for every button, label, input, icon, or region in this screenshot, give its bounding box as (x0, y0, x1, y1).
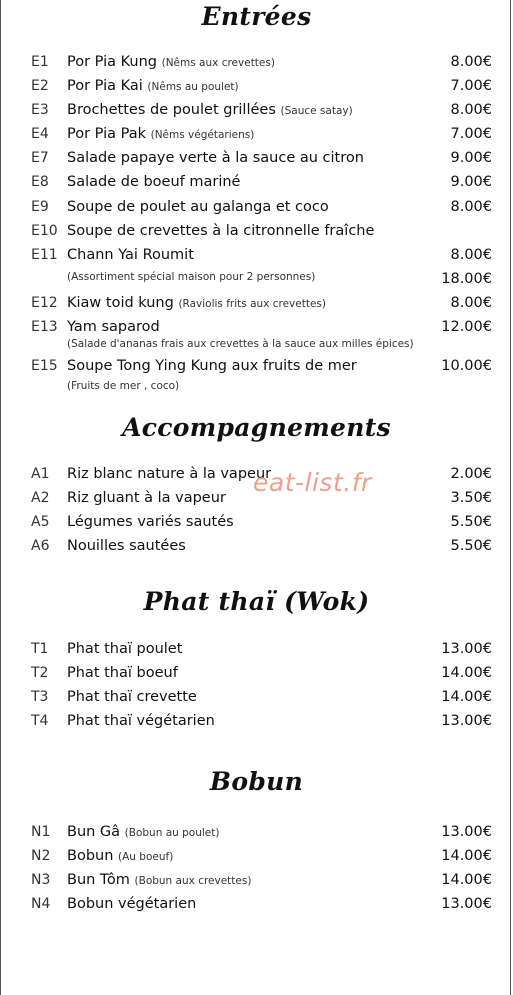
item-code: E2 (31, 78, 49, 94)
item-code: E1 (31, 54, 49, 70)
menu-item-t2 (0, 661, 513, 685)
item-code: T1 (31, 641, 49, 657)
item-code: T3 (31, 689, 49, 705)
item-price: 9.00€ (450, 174, 492, 190)
item-price: 7.00€ (450, 126, 492, 142)
menu-item-e12 (0, 291, 513, 315)
item-note: (Salade d'ananas frais aux crevettes à la sauce aux milles épices) (67, 338, 414, 350)
item-name: Kiaw toid kung (67, 295, 174, 311)
item-price: 14.00€ (441, 848, 492, 864)
item-code: E9 (31, 199, 49, 215)
menu-item-e2 (0, 74, 513, 98)
item-code: E13 (31, 319, 58, 335)
menu-item-e4 (0, 122, 513, 146)
item-name: Brochettes de poulet grillées (67, 102, 276, 118)
item-note: (Au boeuf) (118, 851, 174, 863)
item-code: E12 (31, 295, 58, 311)
item-name: Bun Gâ (67, 824, 121, 840)
item-price: 14.00€ (441, 872, 492, 888)
item-name: Bobun (67, 848, 114, 864)
watermark: eat-list.fr (253, 468, 372, 497)
menu-item-e11-variant (0, 267, 513, 291)
item-code: E4 (31, 126, 49, 142)
item-price: 8.00€ (450, 295, 492, 311)
item-code: E15 (31, 358, 58, 374)
item-price: 13.00€ (441, 824, 492, 840)
item-code: A1 (31, 466, 50, 482)
item-name: Soupe de poulet au galanga et coco (67, 199, 329, 215)
item-price: 13.00€ (441, 896, 492, 912)
item-price: 8.00€ (450, 54, 492, 70)
item-code: A6 (31, 538, 50, 554)
item-price: 2.00€ (450, 466, 492, 482)
item-price: 14.00€ (441, 689, 492, 705)
item-price: 5.50€ (450, 514, 492, 530)
section-title-bobun: Bobun (209, 767, 304, 796)
item-code: T4 (31, 713, 49, 729)
section-title-accompagnements: Accompagnements (122, 413, 391, 442)
menu-item-n3 (0, 868, 513, 892)
menu-item-e1 (0, 50, 513, 74)
menu-item-a6 (0, 534, 513, 558)
item-name: Phat thaï poulet (67, 641, 183, 657)
item-code: N4 (31, 896, 51, 912)
menu-item-n1 (0, 820, 513, 844)
item-code: E7 (31, 150, 49, 166)
item-price: 8.00€ (450, 247, 492, 263)
item-code: A5 (31, 514, 50, 530)
item-price: 10.00€ (441, 358, 492, 374)
item-name: Phat thaï boeuf (67, 665, 178, 681)
item-name: Por Pia Kai (67, 78, 143, 94)
item-name: Chann Yai Roumit (67, 247, 194, 263)
item-code: T2 (31, 665, 49, 681)
menu-item-e3 (0, 98, 513, 122)
item-note: (Bobun aux crevettes) (134, 875, 252, 887)
item-code: E10 (31, 223, 58, 239)
item-name: Soupe de crevettes à la citronnelle fraîche (67, 223, 375, 239)
item-code: N2 (31, 848, 51, 864)
item-name: Bobun végétarien (67, 896, 197, 912)
item-price: 3.50€ (450, 490, 492, 506)
item-note: (Nêms végétariens) (150, 129, 255, 141)
section-title-phat-thai: Phat thaï (Wok) (143, 587, 370, 616)
item-code: E3 (31, 102, 49, 118)
item-price: 14.00€ (441, 665, 492, 681)
menu-item-e9 (0, 195, 513, 219)
item-name: Phat thaï végétarien (67, 713, 215, 729)
item-price: 8.00€ (450, 102, 492, 118)
menu-item-e10 (0, 219, 513, 243)
item-name: Phat thaï crevette (67, 689, 197, 705)
menu-item-a5 (0, 510, 513, 534)
item-name: Riz gluant à la vapeur (67, 490, 226, 506)
item-name: Por Pia Pak (67, 126, 146, 142)
item-code: E8 (31, 174, 49, 190)
item-name: Salade de boeuf mariné (67, 174, 241, 190)
item-price: 18.00€ (441, 271, 492, 287)
item-name: Salade papaye verte à la sauce au citron (67, 150, 364, 166)
menu-item-e7 (0, 146, 513, 170)
item-name: Nouilles sautées (67, 538, 186, 554)
item-price: 8.00€ (450, 199, 492, 215)
item-note: (Nêms aux crevettes) (161, 57, 275, 69)
item-note: (Assortiment spécial maison pour 2 personnes) (67, 271, 316, 283)
item-note: (Fruits de mer , coco) (67, 380, 180, 392)
menu-item-t1 (0, 637, 513, 661)
menu-item-t3 (0, 685, 513, 709)
item-name: Por Pia Kung (67, 54, 157, 70)
item-name: Riz blanc nature à la vapeur (67, 466, 272, 482)
item-name: Bun Tôm (67, 872, 130, 888)
item-note: (Raviolis frits aux crevettes) (178, 298, 326, 310)
item-name: Légumes variés sautés (67, 514, 234, 530)
item-code: E11 (31, 247, 58, 263)
item-note: (Sauce satay) (280, 105, 353, 117)
item-price: 9.00€ (450, 150, 492, 166)
item-code: A2 (31, 490, 50, 506)
item-name: Yam saparod (67, 319, 160, 335)
item-price: 13.00€ (441, 713, 492, 729)
item-code: N3 (31, 872, 51, 888)
menu-item-e8 (0, 170, 513, 194)
menu-item-t4 (0, 709, 513, 733)
menu-item-e15-note (0, 378, 513, 402)
item-price: 7.00€ (450, 78, 492, 94)
item-price: 12.00€ (441, 319, 492, 335)
item-note: (Nêms au poulet) (147, 81, 239, 93)
item-code: N1 (31, 824, 51, 840)
menu-item-e11 (0, 243, 513, 267)
item-name: Soupe Tong Ying Kung aux fruits de mer (67, 358, 357, 374)
menu-item-n2 (0, 844, 513, 868)
menu-item-e15 (0, 354, 513, 378)
item-price: 13.00€ (441, 641, 492, 657)
item-price: 5.50€ (450, 538, 492, 554)
section-title-entrees: Entrées (201, 2, 312, 31)
menu-item-n4 (0, 892, 513, 916)
item-note: (Bobun au poulet) (124, 827, 220, 839)
